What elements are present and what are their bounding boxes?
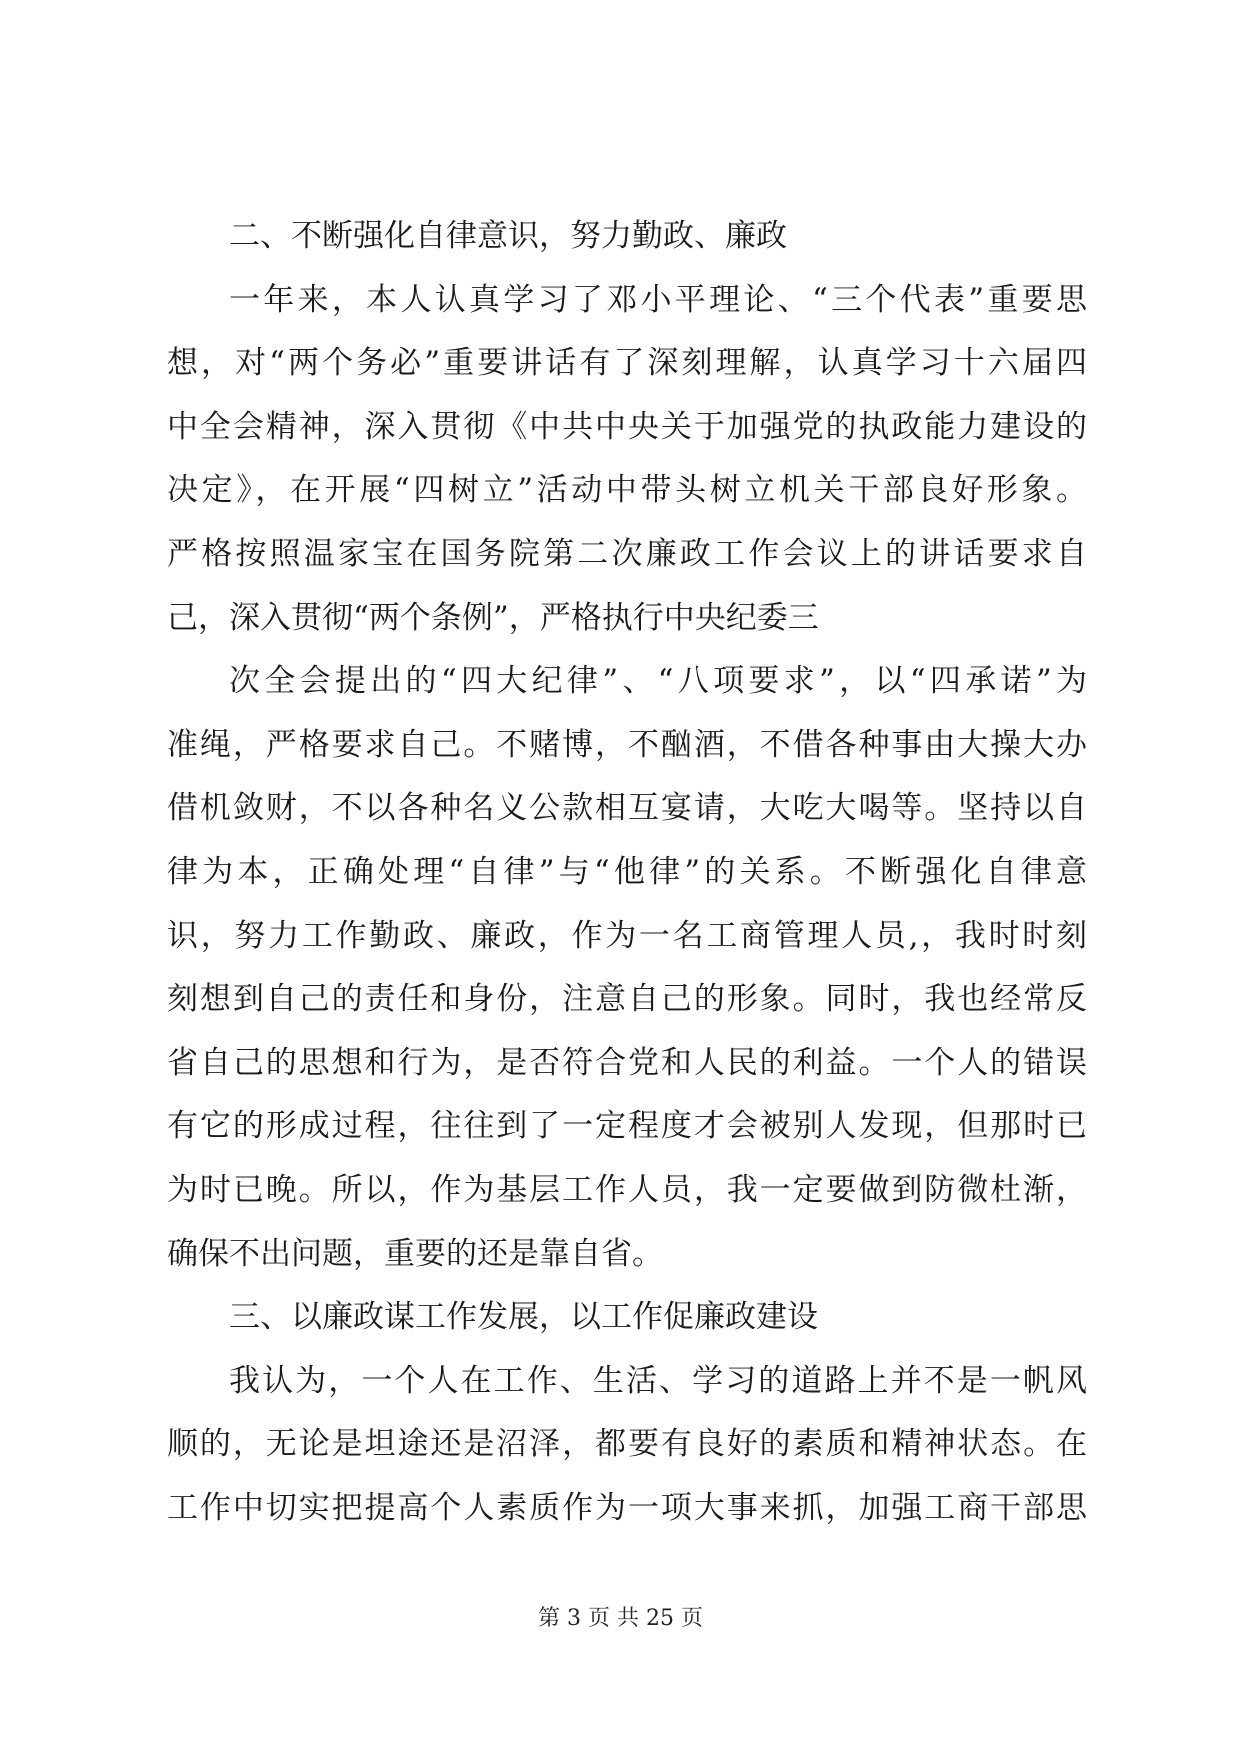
text-line: 想，对“两个务必”重要讲话有了深刻理解，认真学习十六届四 (167, 345, 1087, 382)
text-line: 省自己的思想和行为，是否符合党和人民的利益。一个人的错误 (167, 1044, 1087, 1081)
text-line: 律为本，正确处理“自律”与“他律”的关系。不断强化自律意 (167, 853, 1087, 890)
text-line: 工作中切实把提高个人素质作为一项大事来抓，加强工商干部思 (167, 1489, 1087, 1526)
text-line: 有它的形成过程，往往到了一定程度才会被别人发现，但那时已 (167, 1108, 1087, 1145)
text-line: 顺的，无论是坦途还是沼泽，都要有良好的素质和精神状态。在 (167, 1426, 1087, 1463)
text-line: 刻想到自己的责任和身份，注意自己的形象。同时，我也经常反 (167, 981, 1087, 1018)
text-line: 二、不断强化自律意识，努力勤政、廉政 (229, 218, 787, 254)
page-footer: 第 3 页 共 25 页 (538, 1606, 703, 1631)
text-line: 借机敛财，不以各种名义公款相互宴请，大吃大喝等。坚持以自 (167, 790, 1087, 827)
text-line: 确保不出问题，重要的还是靠自省。 (167, 1235, 663, 1272)
text-line: 三、以廉政谋工作发展，以工作促廉政建设 (229, 1299, 818, 1336)
text-line: 次全会提出的“四大纪律”、“八项要求”，以“四承诺”为 (229, 663, 1087, 700)
text-line: 一年来，本人认真学习了邓小平理论、“三个代表”重要思 (229, 281, 1087, 318)
text-line: 严格按照温家宝在国务院第二次廉政工作会议上的讲话要求自 (167, 535, 1087, 572)
text-line: 为时已晚。所以，作为基层工作人员，我一定要做到防微杜渐， (167, 1171, 1087, 1208)
document-body (167, 205, 1087, 1540)
text-line: 己，深入贯彻“两个条例”，严格执行中央纪委三 (167, 599, 819, 636)
text-line: 准绳，严格要求自己。不赌博，不酗酒，不借各种事由大操大办 (167, 726, 1087, 763)
text-line: 我认为，一个人在工作、生活、学习的道路上并不是一帆风 (229, 1362, 1087, 1399)
text-line: 决定》，在开展“四树立”活动中带头树立机关干部良好形象。 (167, 472, 1087, 509)
text-line: 识，努力工作勤政、廉政，作为一名工商管理人员,，我时时刻 (167, 917, 1087, 954)
text-line: 中全会精神，深入贯彻《中共中央关于加强党的执政能力建设的 (167, 408, 1087, 445)
